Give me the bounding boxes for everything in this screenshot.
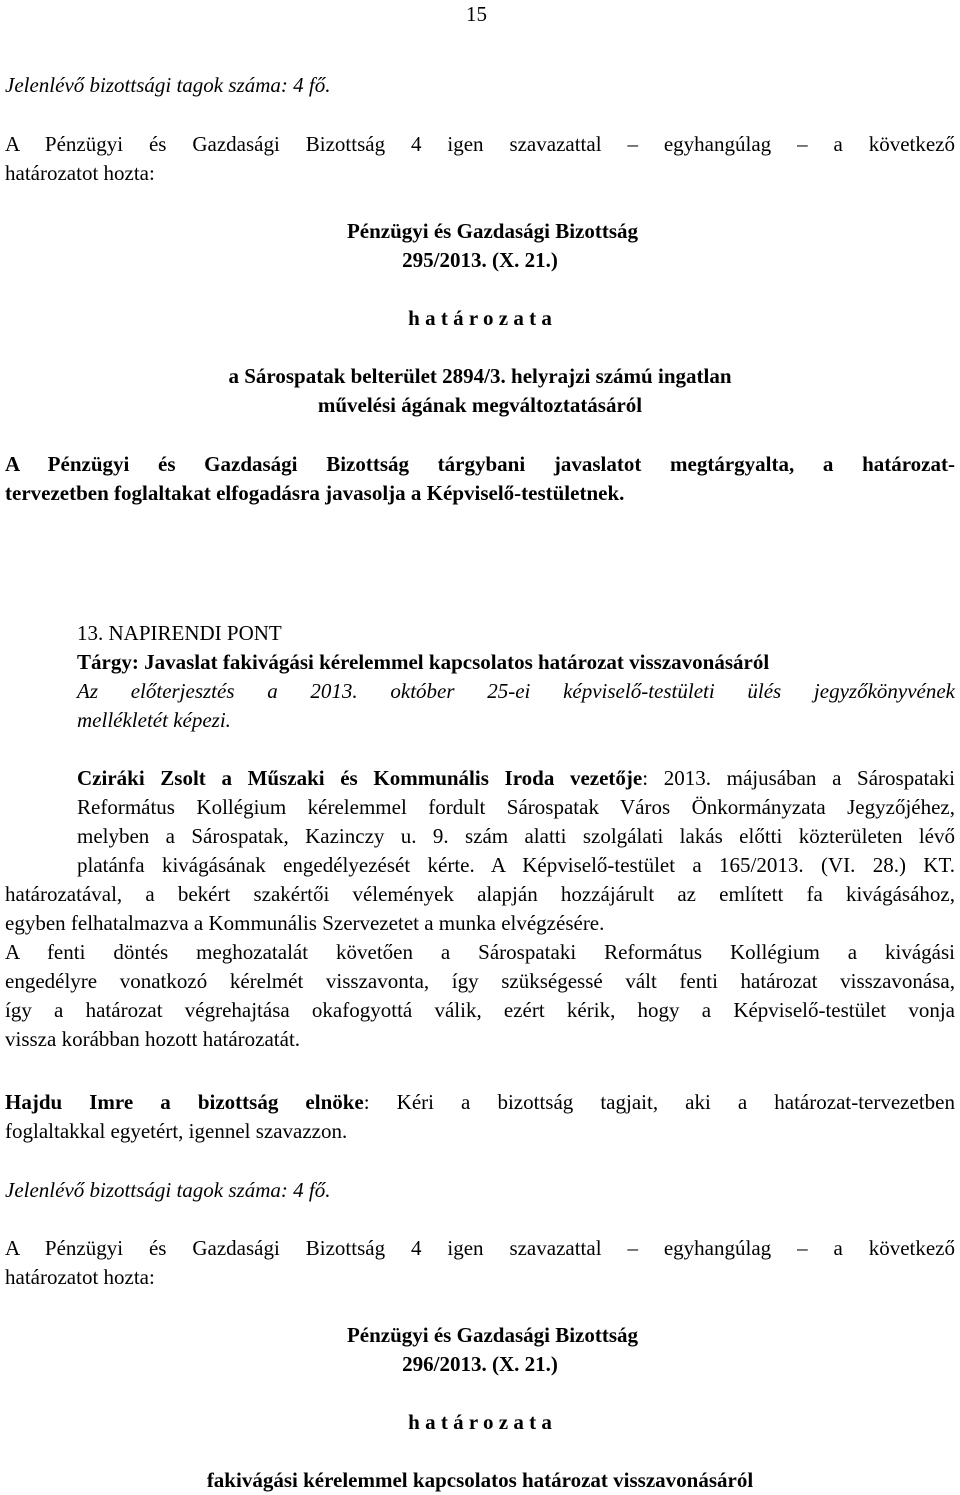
page-number: 15 (466, 2, 487, 26)
agenda-subject: Tárgy: Javaslat fakivágási kérelemmel kapcsolatos határozat visszavonásáról (77, 650, 770, 674)
resolution-heading: h a t á r o z a t a (408, 1410, 552, 1434)
speaker-name: Cziráki Zsolt a Műszaki és Kommunális Iroda vezetője (77, 766, 643, 790)
speech-paragraph-line: egyben felhatalmazva a Kommunális Szervezetet a munka elvégzésére. (5, 911, 605, 935)
agenda-attachment-line-2: mellékletét képezi. (77, 708, 231, 732)
speech-paragraph-line: határozatával, a bekért szakértői vélemények alapján hozzájárult az említett fa kivágásához, (5, 882, 955, 906)
speech-paragraph-line: engedélyre vonatkozó kérelmét visszavonta, így szükségessé vált fenti határozat visszavonása, (5, 969, 955, 993)
speech-text: : 2013. májusában a Sárospataki (642, 766, 956, 790)
chair-text: : Kéri a bizottság tagjait, aki a határozat-tervezetben (363, 1090, 955, 1114)
vote-statement-line-2: határozatot hozta: (5, 1265, 155, 1289)
speech-paragraph-line: így a határozat végrehajtása okafogyottá válik, ezért kérik, hogy a Képviselő-testület vonja (5, 998, 955, 1022)
speech-paragraph-line: A fenti döntés meghozatalát követően a Sárospataki Református Kollégium a kivágási (5, 940, 955, 964)
chair-speech-line-1 (5, 1088, 955, 1117)
resolution-subject: fakivágási kérelemmel kapcsolatos határozat visszavonásáról (206, 1468, 754, 1492)
vote-statement-line-1: A Pénzügyi és Gazdasági Bizottság 4 igen szavazattal – egyhangúlag – a következő (5, 132, 955, 156)
vote-statement-line-1: A Pénzügyi és Gazdasági Bizottság 4 igen szavazattal – egyhangúlag – a következő (5, 1236, 955, 1260)
resolution-body-line-2: tervezetben foglaltakat elfogadásra javasolja a Képviselő-testületnek. (5, 481, 625, 505)
speech-paragraph-line: Református Kollégium kérelemmel fordult Sárospatak Város Önkormányzata Jegyzőjéhez, (77, 795, 955, 819)
agenda-item-title: 13. NAPIRENDI PONT (77, 621, 282, 645)
resolution-body-line-1: A Pénzügyi és Gazdasági Bizottság tárgybani javaslatot megtárgyalta, a határozat- (5, 452, 955, 476)
attendance-line: Jelenlévő bizottsági tagok száma: 4 fő. (5, 73, 331, 97)
vote-statement-line-2: határozatot hozta: (5, 161, 155, 185)
resolution-committee: Pénzügyi és Gazdasági Bizottság (346, 1323, 639, 1347)
resolution-number: 296/2013. (X. 21.) (402, 1352, 558, 1376)
attendance-line: Jelenlévő bizottsági tagok száma: 4 fő. (5, 1178, 331, 1202)
resolution-number: 295/2013. (X. 21.) (402, 248, 558, 272)
resolution-heading: h a t á r o z a t a (408, 306, 552, 330)
agenda-attachment-line-1: Az előterjesztés a 2013. október 25-ei képviselő-testületi ülés jegyzőkönyvének (77, 679, 955, 703)
speech-paragraph-line: melyben a Sárospatak, Kazinczy u. 9. szám alatti szolgálati lakás előtti közterületen lévő (77, 824, 955, 848)
speech-paragraph-line: vissza korábban hozott határozatát. (5, 1027, 301, 1051)
resolution-committee: Pénzügyi és Gazdasági Bizottság (346, 219, 639, 243)
chair-speech-line-2: foglaltakkal egyetért, igennel szavazzon. (5, 1119, 348, 1143)
speech-paragraph-line (77, 764, 955, 793)
chair-name: Hajdu Imre a bizottság elnöke (5, 1090, 364, 1114)
resolution-subject-line-1: a Sárospatak belterület 2894/3. helyrajzi számú ingatlan (228, 364, 732, 388)
speech-paragraph-line: platánfa kivágásának engedélyezését kérte. A Képviselő-testület a 165/2013. (VI. 28.) KT. (77, 853, 955, 877)
resolution-subject-line-2: művelési ágának megváltoztatásáról (317, 393, 643, 417)
